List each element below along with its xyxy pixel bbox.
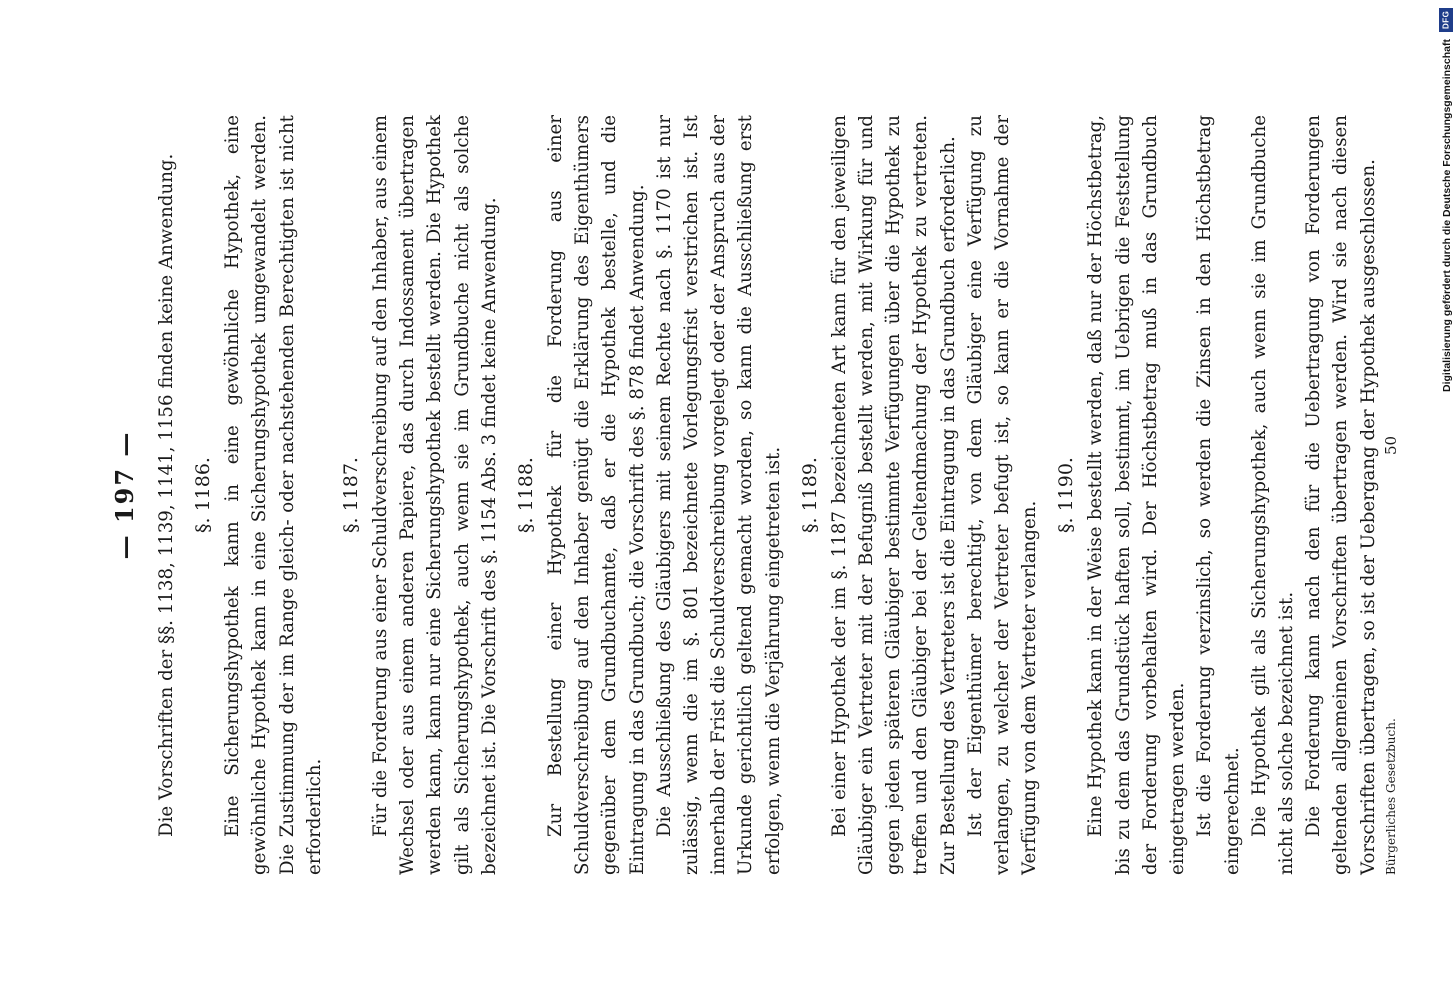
- intro-paragraph: Die Vorschriften der §§. 1138, 1139, 1141, 1156 finden keine Anwendung.: [156, 153, 177, 837]
- footer-title: Bürgerliches Gesetzbuch.: [1383, 718, 1398, 875]
- section-paragraph: Für die Forderung aus einer Schuldverschreibung auf den Inhaber, aus einem Wechsel oder aus einem anderen Papiere, das durch Indossament übertragen werden kann, kann nur eine Sicherungshypothek bestellt werden. Die Hypothek gilt als Sicherungshypothek, auch wenn sie im Grundbuche nicht als solche bezeichnet ist. Die Vorschrift des §. 1154 Abs. 3 findet keine Anwendung.: [370, 115, 500, 875]
- page-footer: [1381, 115, 1410, 875]
- dfg-credit-text: Digitalisierung gefördert durch die Deutsche Forschungsgemeinschaft: [1441, 39, 1453, 392]
- section-heading: §. 1189.: [798, 457, 821, 533]
- section-paragraph: Die Hypothek gilt als Sicherungshypothek, auch wenn sie im Grundbuche nicht als solche bezeichnet ist.: [1248, 115, 1297, 875]
- section-paragraph: Eine Sicherungshypothek kann in eine gewöhnliche Hypothek, eine gewöhnliche Hypothek kann in eine Sicherungshypothek umgewandelt werden. Die Zustimmung der im Range gleich- oder nachstehenden Berechtigten ist nicht erforderlich.: [222, 115, 325, 875]
- section-paragraph: Ist die Forderung verzinslich, so werden die Zinsen in den Höchstbetrag eingerechnet.: [1194, 115, 1243, 875]
- section-1186: [190, 115, 328, 875]
- page-number-header: — 197 —: [110, 430, 139, 560]
- section-1189: [797, 115, 1044, 875]
- section-paragraph: Die Forderung kann nach den für die Uebertragung von Forderungen geltenden allgemeinen Vorschriften übertragen werden. Wird sie nach diesen Vorschriften übertragen, so ist der Uebergang der Hypothek ausgeschlossen.: [1303, 115, 1379, 875]
- section-heading: §. 1190.: [1055, 457, 1078, 533]
- signature-number: 50: [1381, 435, 1400, 455]
- page-content: [110, 115, 1410, 875]
- section-paragraph: Zur Bestellung einer Hypothek für die Forderung aus einer Schuldverschreibung auf den Inhaber genügt die Erklärung des Eigenthümers gegenüber dem Grundbuchamte, daß er die Hypothek bestelle, und die Eintragung in das Grundbuch; die Vorschrift des §. 878 findet Anwendung.: [545, 115, 648, 875]
- section-1190: [1053, 115, 1381, 875]
- section-1187: [338, 115, 503, 875]
- section-heading: §. 1186.: [192, 457, 215, 533]
- section-paragraph: Eine Hypothek kann in der Weise bestellt werden, daß nur der Höchstbetrag, bis zu dem das Grundstück haften soll, bestimmt, im Uebrigen die Feststellung der Forderung vorbehalten wird. Der Höchstbetrag muß in das Grundbuch eingetragen werden.: [1085, 115, 1189, 875]
- section-1188: [513, 115, 787, 875]
- section-paragraph: Die Ausschließung des Gläubigers mit seinem Rechte nach §. 1170 ist nur zulässig, wenn die im §. 801 bezeichnete Vorlegungsfrist verstrichen ist. Ist innerhalb der Frist die Schuldverschreibung vorgelegt oder der Anspruch aus der Urkunde gerichtlich geltend gemacht worden, so kann die Ausschließung erst erfolgen, wenn die Verjährung eingetreten ist.: [653, 115, 784, 875]
- dfg-sidebar: [1436, 0, 1454, 1000]
- section-heading: §. 1187.: [340, 457, 363, 533]
- section-paragraph: Bei einer Hypothek der im §. 1187 bezeichneten Art kann für den jeweiligen Gläubiger ein Vertreter mit der Befugniß bestellt werden, mit Wirkung für und gegen jeden späteren Gläubiger bestimmte Verfügungen über die Hypothek zu treffen und den Gläubiger bei der Geltendmachung der Hypothek zu vertreten. Zur Bestellung des Vertreters ist die Eintragung in das Grundbuch erforderlich.: [828, 115, 959, 875]
- dfg-logo-icon: DFG: [1439, 8, 1453, 32]
- section-paragraph: Ist der Eigenthümer berechtigt, von dem Gläubiger eine Verfügung zu verlangen, zu welcher der Vertreter befugt ist, so kann er die Vornahme der Verfügung von dem Vertreter verlangen.: [964, 115, 1041, 875]
- section-heading: §. 1188.: [515, 457, 538, 533]
